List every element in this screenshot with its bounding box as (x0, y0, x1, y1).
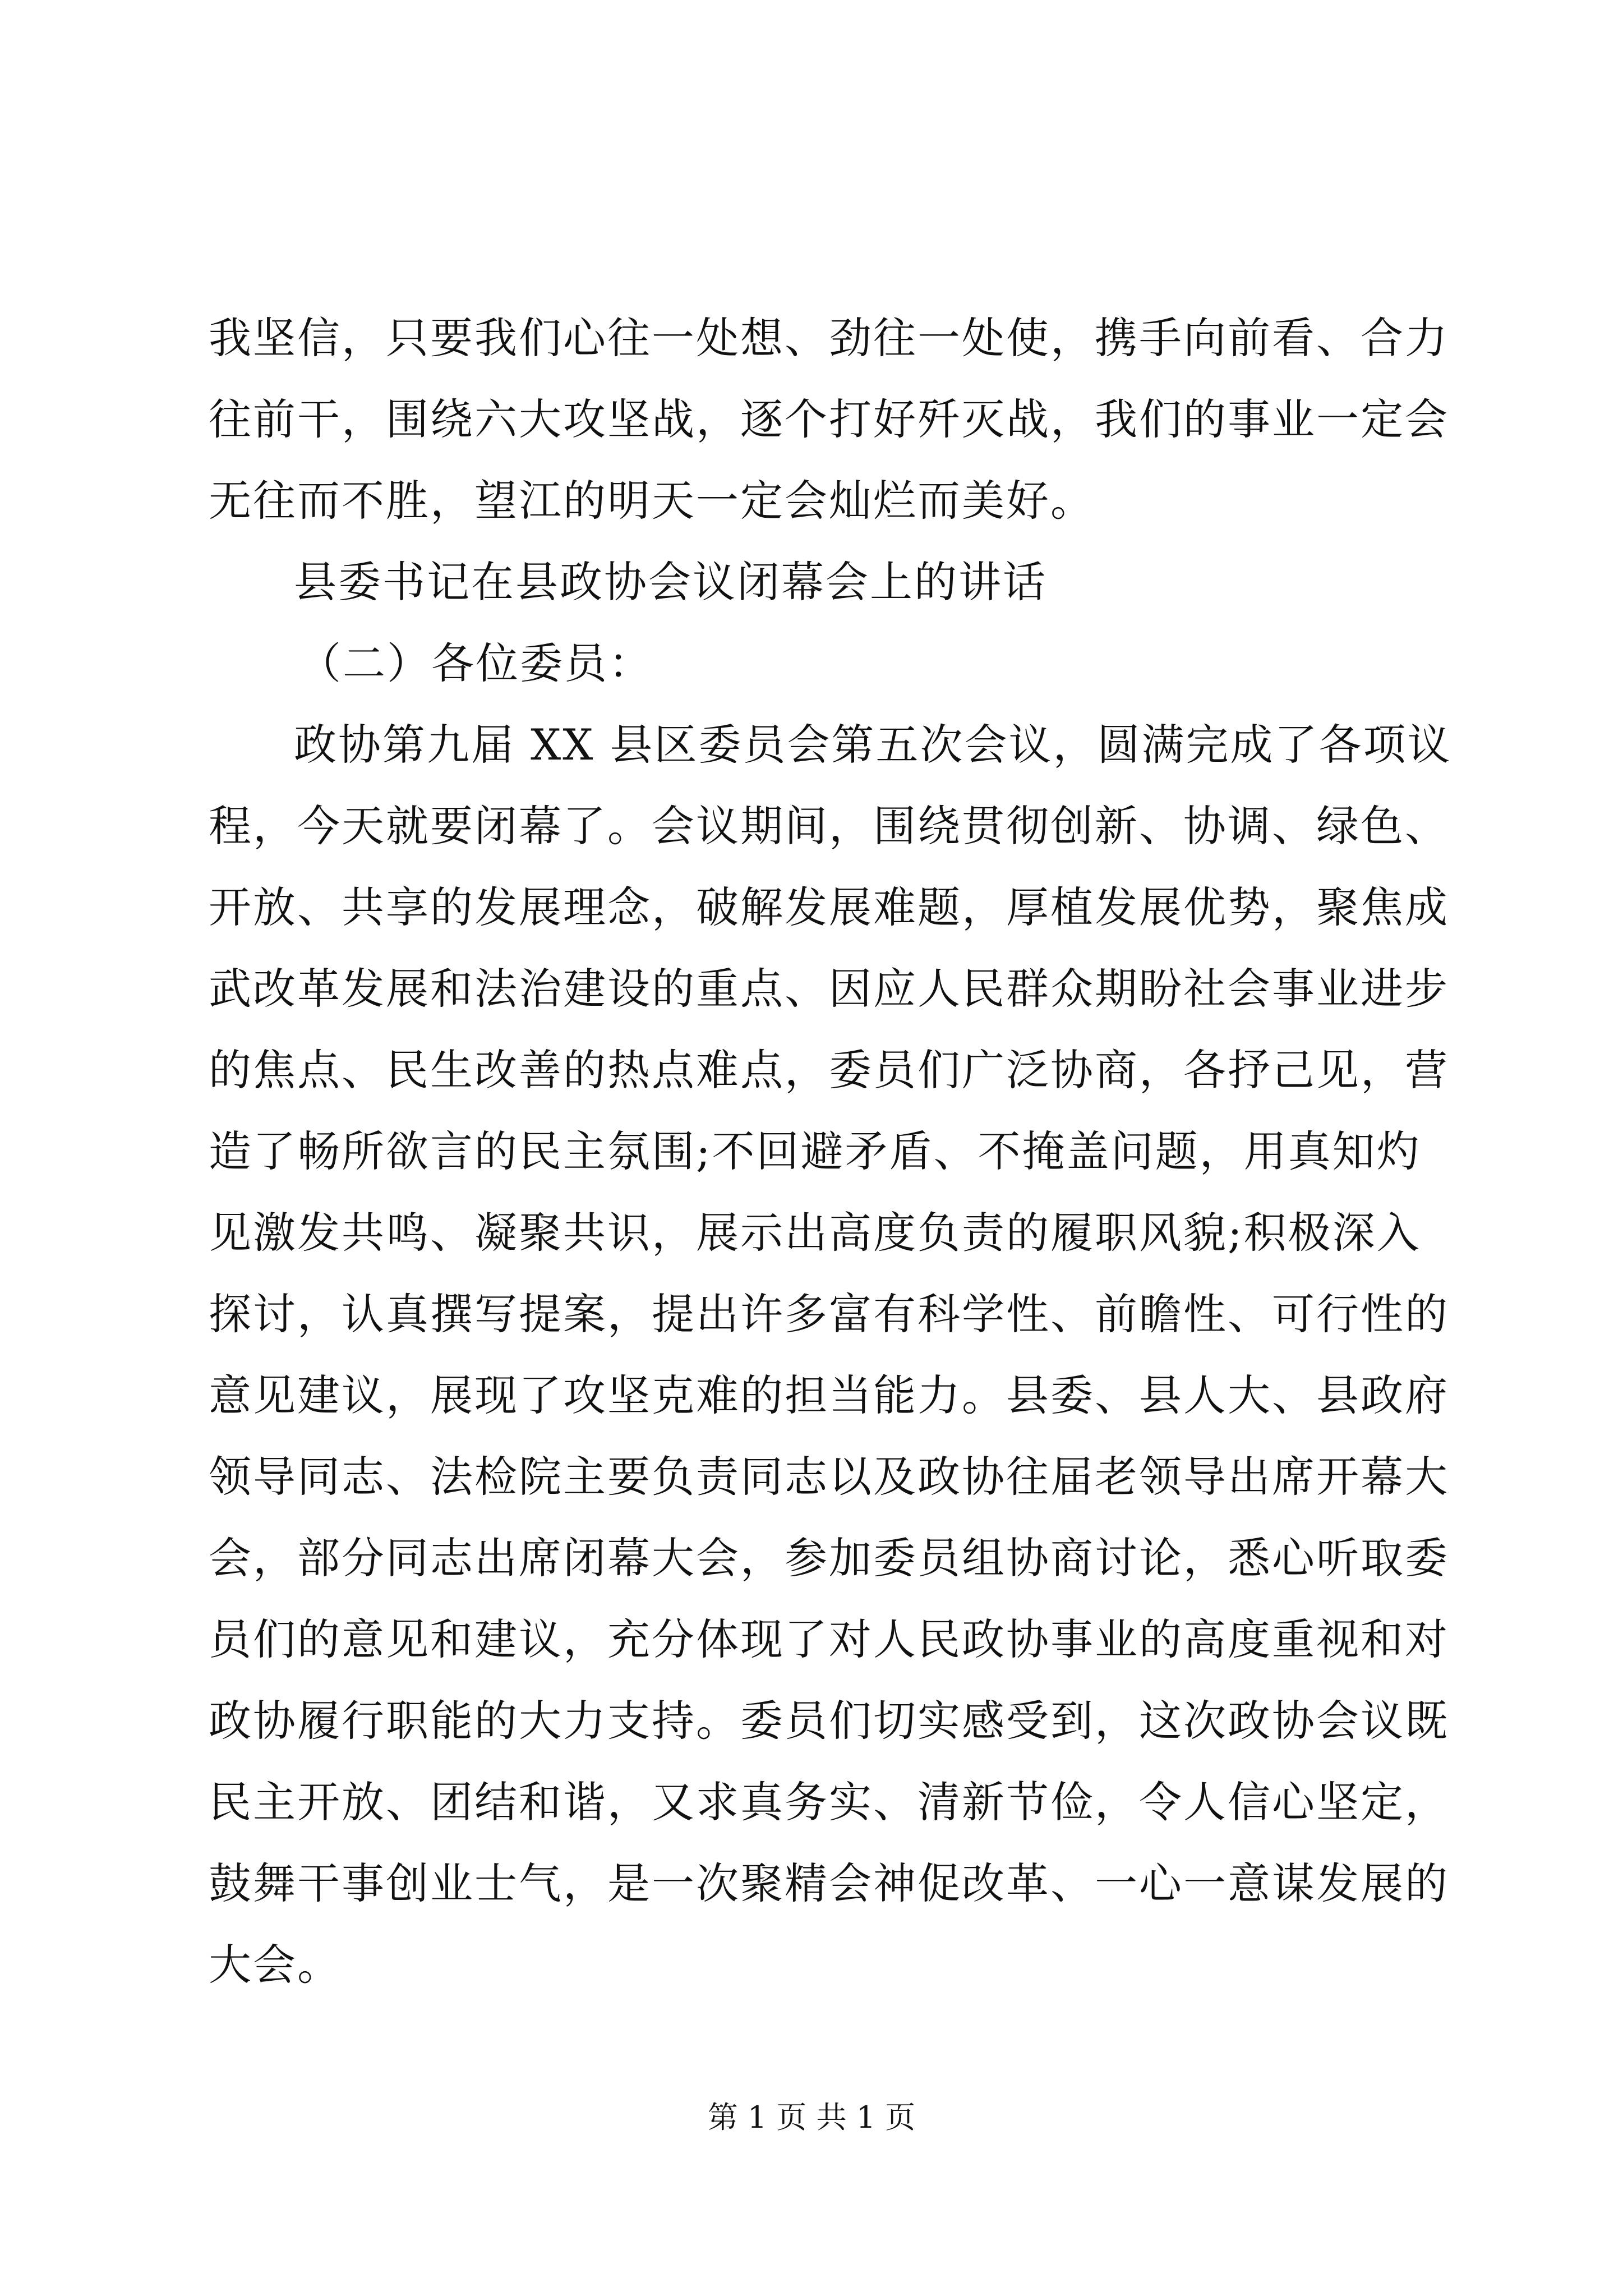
text-line-12: 见激发共鸣、凝聚共识，展示出高度负责的履职风貌;积极深入 (209, 1208, 1421, 1258)
text-line-17: 员们的意见和建议，充分体现了对人民政协事业的高度重视和对 (209, 1614, 1449, 1664)
text-line-2: 往前干，围绕六大攻坚战，逐个打好歼灭战，我们的事业一定会 (209, 394, 1449, 444)
text-line-11: 造了畅所欲言的民主氛围;不回避矛盾、不掩盖问题，用真知灼 (209, 1126, 1421, 1176)
text-line-1: 我坚信，只要我们心往一处想、劲往一处使，携手向前看、合力 (209, 313, 1449, 363)
text-line-19: 民主开放、团结和谐，又求真务实、清新节俭，令人信心坚定， (209, 1777, 1449, 1827)
salutation: （二）各位委员： (298, 638, 653, 688)
text-line-15: 领导同志、法检院主要负责同志以及政协往届老领导出席开幕大 (209, 1452, 1449, 1502)
text-line-8: 开放、共享的发展理念，破解发展难题，厚植发展优势，聚焦成 (209, 882, 1449, 932)
text-line-18: 政协履行职能的大力支持。委员们切实感受到，这次政协会议既 (209, 1696, 1449, 1746)
text-line-21: 大会。 (209, 1940, 342, 1990)
text-line-14: 意见建议，展现了攻坚克难的担当能力。县委、县人大、县政府 (209, 1370, 1449, 1420)
text-line-20: 鼓舞干事创业士气，是一次聚精会神促改革、一心一意谋发展的 (209, 1858, 1449, 1908)
text-line-13: 探讨，认真撰写提案，提出许多富有科学性、前瞻性、可行性的 (209, 1289, 1449, 1339)
page-footer: 第 1 页 共 1 页 (707, 2100, 916, 2135)
text-line-7: 程，今天就要闭幕了。会议期间，围绕贯彻创新、协调、绿色、 (209, 801, 1449, 851)
text-line-3: 无往而不胜，望江的明天一定会灿烂而美好。 (209, 476, 1095, 526)
text-line-10: 的焦点、民生改善的热点难点，委员们广泛协商，各抒己见，营 (209, 1045, 1449, 1095)
text-line-16: 会，部分同志出席闭幕大会，参加委员组协商讨论，悉心听取委 (209, 1533, 1449, 1583)
text-line-9: 武改革发展和法治建设的重点、因应人民群众期盼社会事业进步 (209, 964, 1449, 1014)
section-title: 县委书记在县政协会议闭幕会上的讲话 (294, 557, 1047, 607)
text-line-6: 政协第九届 XX 县区委员会第五次会议，圆满完成了各项议 (294, 720, 1452, 770)
